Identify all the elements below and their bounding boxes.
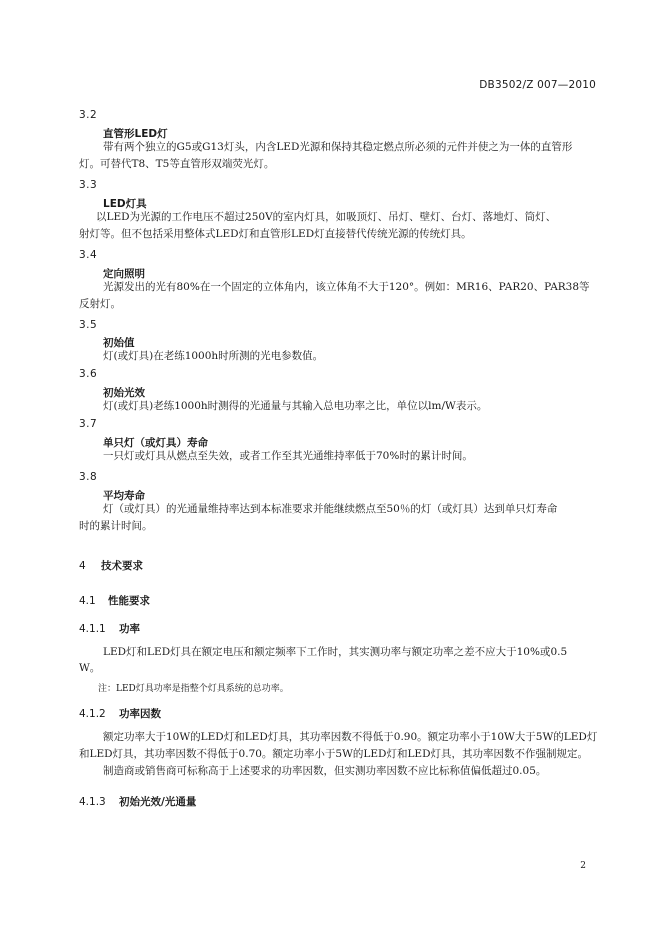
clause-body-line: 光源发出的光有80%在一个固定的立体角内，该立体角不大于120°。例如：MR16、PAR20、PAR38等	[103, 281, 590, 293]
clause-number: 3.2	[79, 109, 98, 121]
clause-term: 平均寿命	[103, 490, 145, 502]
section-number: 4	[79, 560, 86, 572]
clause-term: 直管形LED灯	[103, 128, 168, 140]
clause-term: 初始光效	[103, 387, 145, 399]
section-heading	[79, 621, 140, 636]
clause-term: 初始值	[103, 337, 135, 349]
clause-body-line: 以LED为光源的工作电压不超过250V的室内灯具，如吸顶灯、吊灯、壁灯、台灯、落地灯、筒灯、	[96, 211, 557, 223]
page-number: 2	[580, 861, 586, 871]
doc-code: DB3502/Z 007—2010	[479, 79, 596, 91]
section-title: 技术要求	[101, 560, 143, 572]
clause-number: 3.5	[79, 319, 98, 331]
clause-body-line: 时的累计时间。	[79, 520, 153, 532]
section-heading	[79, 794, 196, 809]
clause-body-line: 灯。可替代T8、T5等直管形双端荧光灯。	[79, 158, 275, 170]
clause-term: 单只灯（或灯具）寿命	[103, 437, 208, 449]
clause-number: 3.6	[79, 368, 98, 380]
clause-body-line: 一只灯或灯具从燃点至失效，或者工作至其光通维持率低于70%时的累计时间。	[103, 450, 473, 462]
section-body-line: 额定功率大于10W的LED灯和LED灯具，其功率因数不得低于0.90。额定功率小于10W大于5W的LED灯	[103, 731, 598, 743]
clause-number: 3.4	[79, 249, 98, 261]
section-number: 4.1.2	[79, 708, 106, 720]
clause-body-line: 灯(或灯具)老练1000h时测得的光通量与其输入总电功率之比，单位以lm/W表示。	[103, 400, 488, 412]
section-title: 功率因数	[119, 708, 161, 720]
clause-number: 3.3	[79, 179, 98, 191]
clause-number: 3.8	[79, 471, 98, 483]
clause-body-line: 反射灯。	[79, 298, 121, 310]
section-number: 4.1.3	[79, 796, 106, 808]
section-number: 4.1	[79, 595, 96, 607]
section-body-line: LED灯和LED灯具在额定电压和额定频率下工作时，其实测功率与额定功率之差不应大于10%或0.5	[103, 646, 568, 658]
clause-body-line: 灯（或灯具）的光通量维持率达到本标准要求并能继续燃点至50％的灯（或灯具）达到单只灯寿命	[103, 503, 558, 515]
clause-body-line: 射灯等。但不包括采用整体式LED灯和直管形LED灯直接替代传统光源的传统灯具。	[79, 228, 472, 240]
section-title: 性能要求	[108, 595, 150, 607]
clause-number: 3.7	[79, 418, 98, 430]
section-note: 注：LED灯具功率是指整个灯具系统的总功率。	[98, 684, 289, 694]
section-heading	[79, 558, 143, 573]
section-body-line: 制造商或销售商可标称高于上述要求的功率因数，但实测功率因数不应比标称值偏低超过0.05。	[103, 765, 547, 777]
section-title: 初始光效/光通量	[119, 796, 197, 808]
clause-body-line: 带有两个独立的G5或G13灯头，内含LED光源和保持其稳定燃点所必须的元件并使之为一体的直管形	[103, 141, 573, 153]
clause-term: 定向照明	[103, 268, 145, 280]
section-heading	[79, 706, 161, 721]
section-number: 4.1.1	[79, 623, 106, 635]
clause-body-line: 灯(或灯具)在老练1000h时所测的光电参数值。	[103, 350, 324, 362]
section-title: 功率	[119, 623, 140, 635]
section-body-line: W。	[79, 662, 101, 674]
section-heading	[79, 593, 150, 608]
clause-term: LED灯具	[103, 198, 147, 210]
section-body-line: 和LED灯具，其功率因数不得低于0.70。额定功率小于5W的LED灯和LED灯具，其功率因数不作强制规定。	[79, 748, 589, 760]
